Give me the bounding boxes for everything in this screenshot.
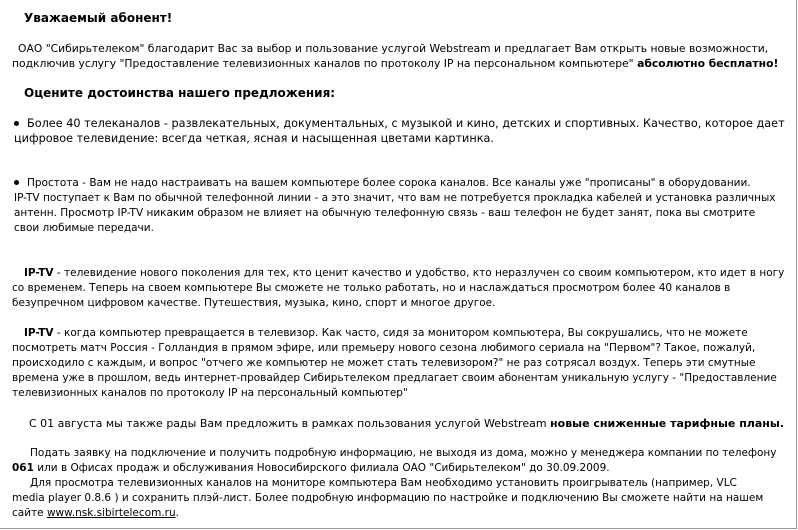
tariffs-text: С 01 августа мы также рады Вам предложить в рамках пользования услугой Webstream	[29, 417, 551, 430]
free-highlight: абсолютно бесплатно!	[637, 57, 779, 70]
contact-line-5-suffix: .	[175, 507, 179, 519]
iptv-2-line-2: посмотреть матч Россия - Голландия в прямом эфире, или премьеру нового сезона любимого сериала на "Первом"? Такое, пожалуй,	[12, 342, 756, 354]
bullet-1-line-2: цифровое телевидение: всегда четкая, ясная и насыщенная цветами картинка.	[14, 132, 494, 145]
advantages-heading: Оцените достоинства нашего предложения:	[24, 86, 336, 100]
tariffs-highlight: новые сниженные тарифные планы.	[550, 417, 785, 430]
iptv-paragraph-2	[12, 326, 777, 401]
bullet-2-line-1: Простота - Вам не надо настраивать на вашем компьютере более сорока каналов. Все каналы уже "прописаны" в оборудовании.	[27, 177, 751, 189]
bullet-2-line-2: IP-TV поступает к Вам по обычной телефонной линии - а это значит, что вам не потребуется прокладка кабелей и установка различных	[14, 192, 776, 204]
bullet-item-simplicity	[14, 176, 776, 236]
site-link[interactable]: www.nsk.sibirtelecom.ru	[46, 507, 176, 519]
intro-line-2-text: подключив услугу "Предоставление телевизионных каналов по протоколу IP на персональном компьютере"	[12, 57, 638, 70]
contact-line-2: или в Офисах продаж и обслуживания Новосибирского филиала ОАО "Сибирьтелеком" до 30.09.2009.	[33, 462, 610, 474]
iptv-2-line-5: телевизионных каналов по протоколу IP на персональный компьютер"	[12, 387, 408, 399]
intro-paragraph	[0, 41, 778, 71]
iptv-paragraph-1	[12, 266, 784, 311]
bullet-2-line-4: свои любимые передачи.	[14, 222, 154, 234]
contact-line-5-prefix: сайте	[12, 507, 47, 519]
iptv-2-line-1: - когда компьютер превращается в телевизор. Как часто, сидя за монитором компьютера, Вы сокрушались, что не можете	[53, 327, 748, 339]
intro-line-1: ОАО "Сибирьтелеком" благодарит Вас за выбор и пользование услугой Webstream и предлагает Вам открыть новые возможности,	[18, 42, 769, 55]
bullet-1-line-1: Более 40 телеканалов - развлекательных, документальных, с музыкой и кино, детских и спортивных. Качество, которое дает	[27, 117, 785, 130]
contact-paragraph	[12, 446, 776, 521]
bullet-item-channels	[14, 116, 785, 146]
contact-line-1: Подать заявку на подключение и получить подробную информацию, не выходя из дома, можно у менеджера компании по телефону	[30, 447, 777, 459]
intro-line-2	[0, 56, 778, 71]
bullet-dot-icon	[14, 121, 19, 126]
iptv-1-line-3: безупречном цифровом качестве. Путешествия, музыка, кино, спорт и многое другое.	[12, 297, 496, 309]
iptv-2-line-4: времена уже в прошлом, ведь интернет-провайдер Сибирьтелеком предлагает своим абонентам уникальную услугу - "Предоставление	[12, 372, 777, 384]
greeting-heading: Уважаемый абонент!	[24, 11, 173, 25]
bullet-2-line-3: антенн. Просмотр IP-TV никаким образом не влияет на обычную телефонную связь - ваш телефон не будет занят, пока вы смотрите	[14, 207, 756, 219]
iptv-term: IP-TV	[24, 327, 54, 339]
iptv-1-line-1: - телевидение нового поколения для тех, кто ценит качество и удобство, кто неразлучен со своим компьютером, кто идет в ногу	[53, 267, 785, 279]
contact-line-4: media player 0.8.6 ) и сохранить плэй-лист. Более подробную информацию по настройке и подключению Вы сможете найти на нашем	[12, 492, 764, 504]
phone-number: 061	[12, 462, 34, 474]
iptv-term: IP-TV	[24, 267, 54, 279]
contact-line-3: Для просмотра телевизионных каналов на мониторе компьютера Вам необходимо установить проигрыватель (например, VLC	[30, 477, 737, 489]
bullet-dot-icon	[14, 180, 19, 185]
tariffs-paragraph	[29, 416, 784, 431]
iptv-2-line-3: происходило с каждым, и вопрос "отчего же компьютер не может стать телевизором?" не раз сотрясал воздух. Теперь эти смутные	[12, 357, 756, 369]
iptv-1-line-2: со временем. Теперь на своем компьютере Вы сможете не только работать, но и наслаждаться просмотром более 40 каналов в	[12, 282, 731, 294]
